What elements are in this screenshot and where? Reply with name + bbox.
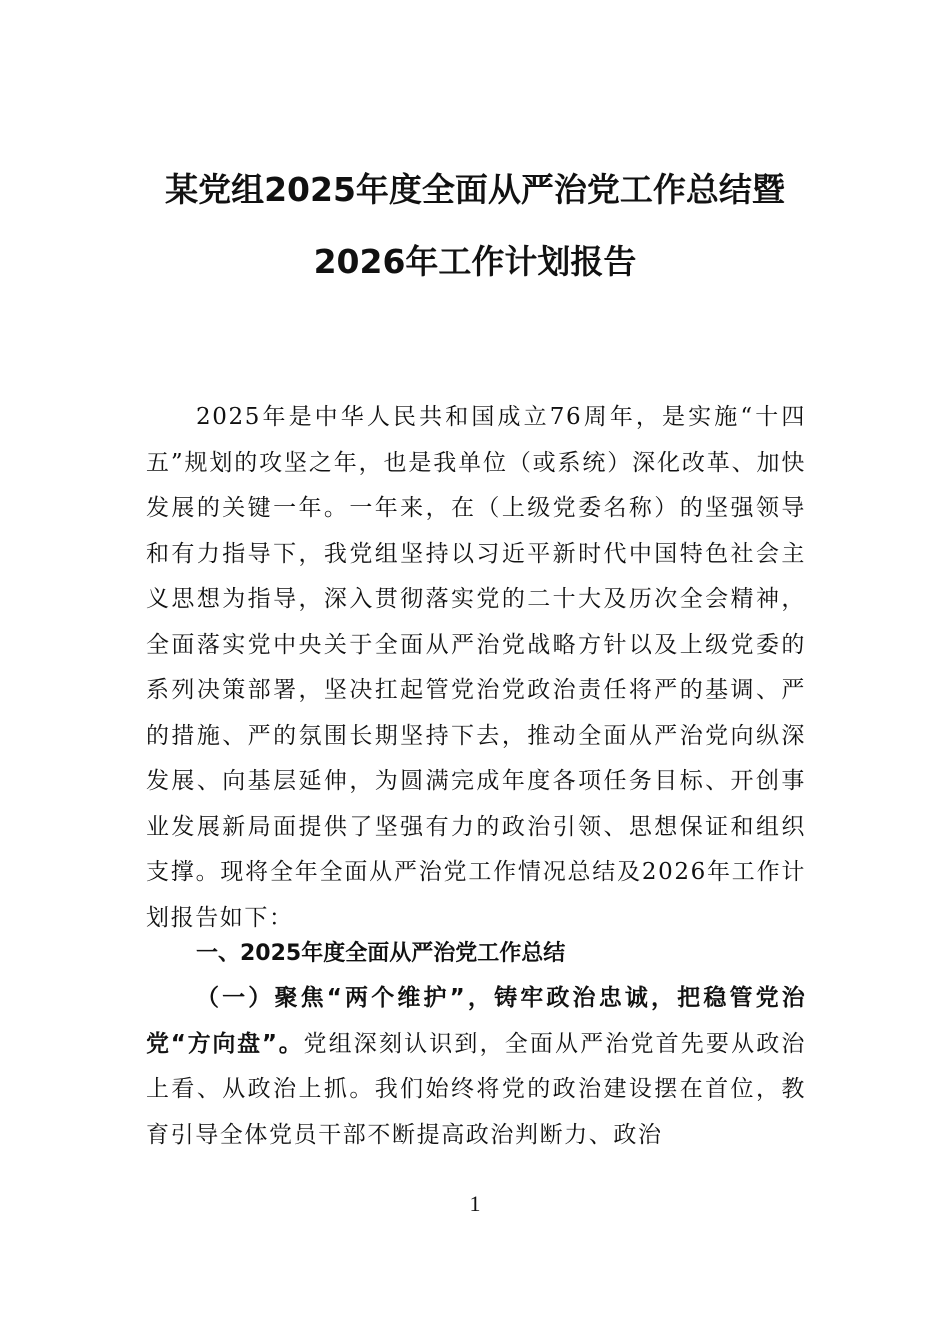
document-title-line-1: 某党组2025年度全面从严治党工作总结暨 [165, 170, 785, 209]
page-number: 1 [469, 1191, 481, 1216]
section-heading: 一、2025年度全面从严治党工作总结 [196, 941, 566, 966]
subsection-lead: （一）聚焦“两个维护”，铸牢政治忠诚，把稳管党治党“方向盘”。 [146, 985, 806, 1057]
subsection-body: 党组深刻认识到，全面从严治党首先要从政治上看、从政治上抓。我们始终将党的政治建设摆在首位，教育引导全体党员干部不断提高政治判断力、政治 [146, 1030, 806, 1148]
document-title-line-2: 2026年工作计划报告 [313, 242, 637, 281]
intro-paragraph: 2025年是中华人民共和国成立76周年，是实施“十四五”规划的攻坚之年，也是我单位（或系统）深化改革、加快发展的关键一年。一年来，在（上级党委名称）的坚强领导和有力指导下，我党组坚持以习近平新时代中国特色社会主义思想为指导，深入贯彻落实党的二十大及历次全会精神，全面落实党中央关于全面从严治党战略方针以及上级党委的系列决策部署，坚决扛起管党治党政治责任将严的基调、严的措施、严的氛围长期坚持下去，推动全面从严治党向纵深发展、向基层延伸，为圆满完成年度各项任务目标、开创事业发展新局面提供了坚强有力的政治引领、思想保证和组织支撑。现将全年全面从严治党工作情况总结及2026年工作计划报告如下： [146, 404, 806, 931]
subsection-paragraph [146, 976, 806, 1158]
